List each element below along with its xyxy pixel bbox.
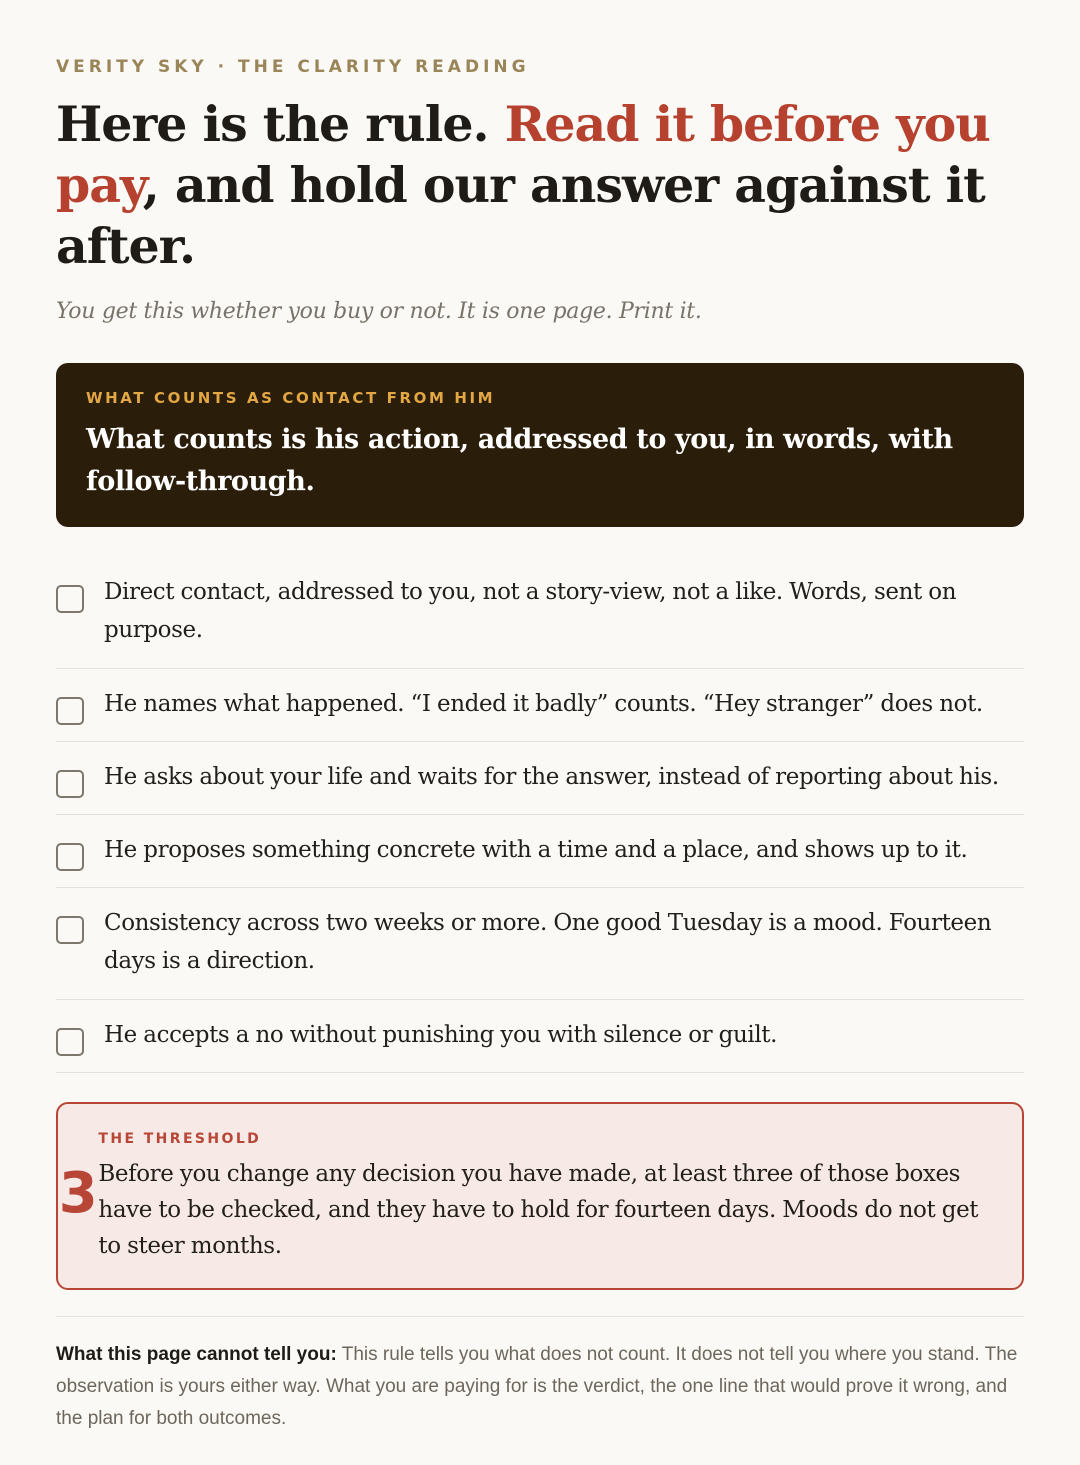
footer-lead: What this page cannot tell you:: [56, 1344, 337, 1365]
headline-part-2: , and hold our answer against it after.: [56, 156, 985, 275]
checklist-item-text: He accepts a no without punishing you with silence or guilt.: [104, 1022, 778, 1048]
checkbox[interactable]: [56, 843, 84, 871]
eyebrow: VERITY SKY · THE CLARITY READING: [56, 57, 530, 77]
checklist-item-text: He asks about your life and waits for the answer, instead of reporting about his.: [104, 764, 999, 790]
checkbox[interactable]: [56, 1028, 84, 1056]
definition-kicker: WHAT COUNTS AS CONTACT FROM HIM: [86, 389, 496, 407]
checkbox[interactable]: [56, 697, 84, 725]
contact-checklist: [56, 561, 1024, 1073]
contact-definition-card: [56, 363, 1024, 527]
footer-note: [56, 1316, 1024, 1435]
checkbox[interactable]: [56, 585, 84, 613]
subhead: You get this whether you buy or not. It is one page. Print it.: [56, 299, 702, 324]
checklist-item[interactable]: [56, 815, 1024, 888]
checklist-item[interactable]: [56, 561, 1024, 669]
threshold-card: [56, 1102, 1024, 1290]
checklist-item-text: Direct contact, addressed to you, not a story-view, not a like. Words, sent on purpose.: [104, 579, 957, 643]
checklist-item[interactable]: [56, 1000, 1024, 1073]
checklist-item-text: He proposes something concrete with a time and a place, and shows up to it.: [104, 837, 968, 863]
headline-accent: Read it before you pay: [56, 95, 990, 214]
threshold-body: Before you change any decision you have made, at least three of those boxes have to be checked, and they have to hold for fourteen days. Moods do not get to steer months.: [98, 1161, 979, 1259]
checklist-item-text: Consistency across two weeks or more. One good Tuesday is a mood. Fourteen days is a direction.: [104, 910, 992, 974]
checkbox[interactable]: [56, 916, 84, 944]
checklist-item[interactable]: [56, 742, 1024, 815]
threshold-kicker: THE THRESHOLD: [98, 1131, 262, 1147]
threshold-content: [98, 1104, 1022, 1264]
checkbox[interactable]: [56, 770, 84, 798]
footer-body: This rule tells you what does not count. It does not tell you where you stand. The observation is yours either way. What you are paying for is the verdict, the one line that would prove it wrong, and the plan for both outcomes.: [56, 1344, 1018, 1429]
checklist-item[interactable]: [56, 669, 1024, 742]
definition-statement: What counts is his action, addressed to you, in words, with follow-through.: [86, 424, 953, 497]
checklist-item[interactable]: [56, 888, 1024, 1000]
checklist-item-text: He names what happened. “I ended it badly” counts. “Hey stranger” does not.: [104, 691, 983, 717]
headline-part-1: Here is the rule.: [56, 95, 505, 153]
headline: [56, 94, 1024, 277]
threshold-number: 3: [58, 1161, 98, 1226]
